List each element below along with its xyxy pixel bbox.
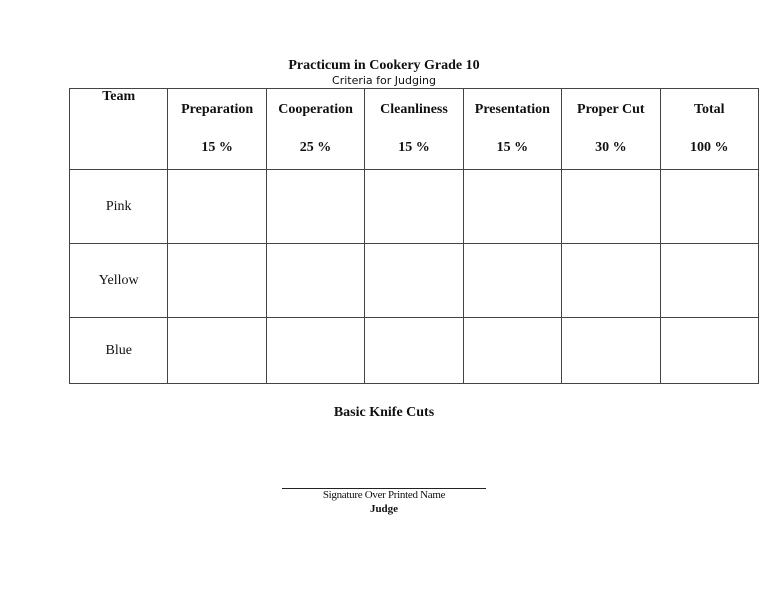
- team-name: Yellow: [70, 244, 168, 318]
- score-cell[interactable]: [266, 244, 364, 318]
- score-cell[interactable]: [168, 244, 266, 318]
- table-header-row: [70, 89, 759, 170]
- score-cell[interactable]: [463, 170, 561, 244]
- header-team-label: Team: [102, 89, 136, 104]
- table-row: [70, 318, 759, 384]
- score-cell[interactable]: [266, 318, 364, 384]
- score-cell[interactable]: [365, 170, 463, 244]
- score-cell[interactable]: [365, 318, 463, 384]
- header-criterion: [266, 89, 364, 170]
- criterion-weight: 15 %: [398, 140, 430, 155]
- score-cell[interactable]: [562, 244, 660, 318]
- criterion-weight: 100 %: [690, 140, 729, 155]
- header-team: [70, 89, 168, 170]
- score-cell[interactable]: [168, 170, 266, 244]
- team-name: Blue: [70, 318, 168, 384]
- score-cell[interactable]: [660, 244, 758, 318]
- header-criterion: [463, 89, 561, 170]
- signature-role: Judge: [369, 503, 399, 515]
- signature-label: Signature Over Printed Name: [322, 489, 446, 501]
- header-criterion: [660, 89, 758, 170]
- score-cell[interactable]: [562, 170, 660, 244]
- score-cell[interactable]: [660, 318, 758, 384]
- judging-criteria-table: [69, 88, 759, 384]
- document-title: Practicum in Cookery Grade 10: [288, 58, 480, 73]
- header-criterion: [365, 89, 463, 170]
- criterion-name: Presentation: [474, 102, 550, 117]
- criterion-name: Cooperation: [278, 102, 353, 117]
- team-name: Pink: [70, 170, 168, 244]
- score-cell[interactable]: [463, 318, 561, 384]
- criterion-weight: 15 %: [496, 140, 529, 155]
- score-cell[interactable]: [266, 170, 364, 244]
- section-heading: Basic Knife Cuts: [333, 405, 435, 420]
- header-criterion: [562, 89, 660, 170]
- criterion-name: Cleanliness: [380, 102, 448, 117]
- criterion-name: Proper Cut: [577, 102, 645, 117]
- criterion-weight: 25 %: [299, 140, 332, 155]
- score-cell[interactable]: [365, 244, 463, 318]
- criterion-name: Preparation: [181, 102, 254, 117]
- criterion-weight: 15 %: [201, 140, 233, 155]
- score-cell[interactable]: [562, 318, 660, 384]
- table-row: [70, 244, 759, 318]
- criterion-weight: 30 %: [595, 140, 627, 155]
- criterion-name: Total: [693, 102, 725, 117]
- table-row: [70, 170, 759, 244]
- score-cell[interactable]: [660, 170, 758, 244]
- score-cell[interactable]: [168, 318, 266, 384]
- document-subtitle: Criteria for Judging: [332, 74, 436, 87]
- score-cell[interactable]: [463, 244, 561, 318]
- header-criterion: [168, 89, 266, 170]
